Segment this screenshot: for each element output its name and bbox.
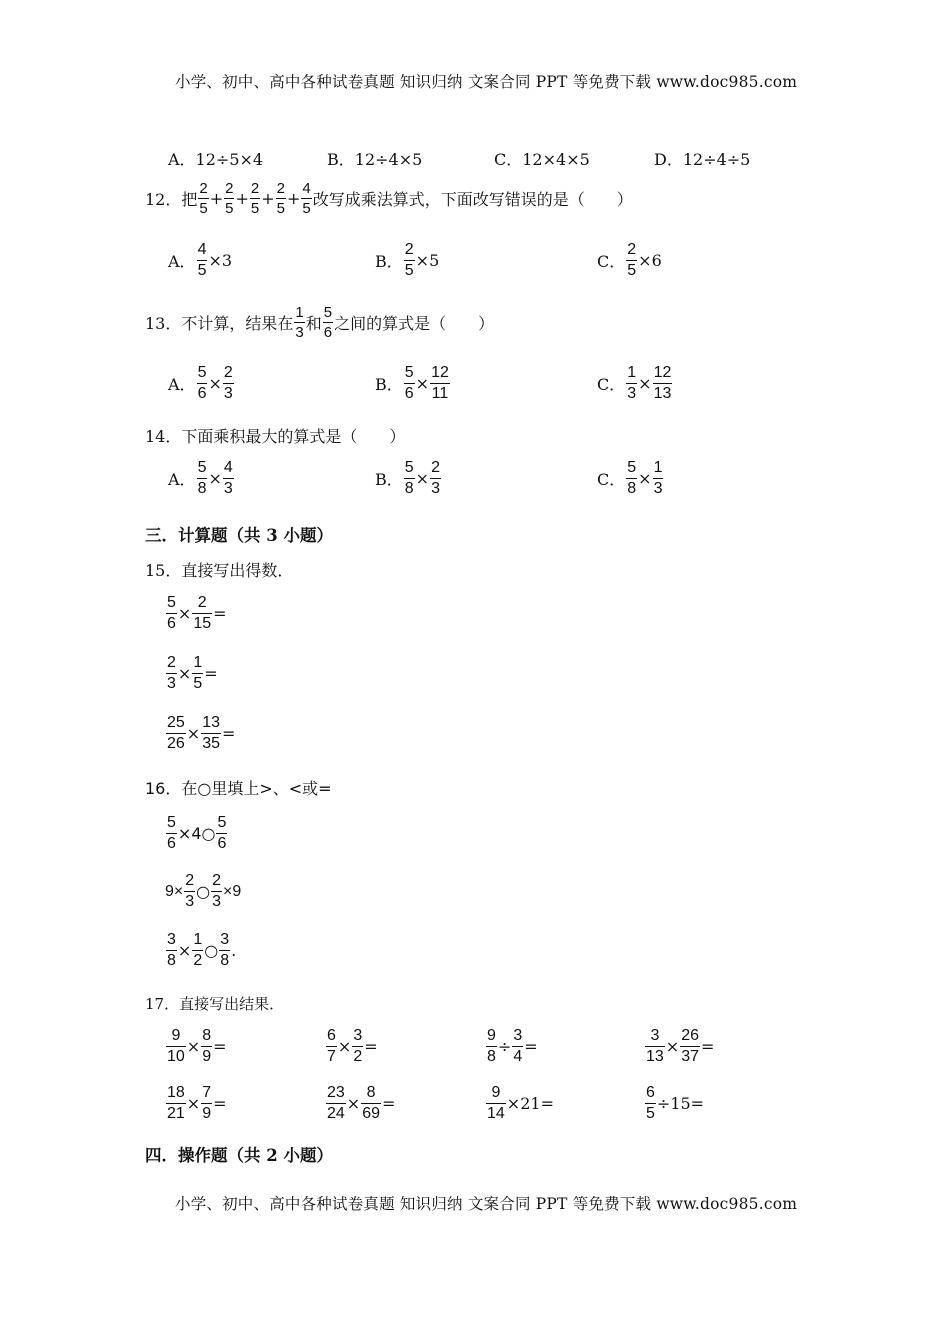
fraction: $\frac{1}{3}$ — [627, 364, 637, 402]
fraction: $\frac{6}{7}$ — [327, 1027, 336, 1065]
fraction: $\frac{5}{6}$ — [197, 364, 207, 402]
fraction: $\frac{2}{5}$ — [404, 241, 414, 279]
q17-item-3: $\frac{9}{8}$ ÷ $\frac{3}{4}$ = — [487, 1027, 538, 1065]
fraction: $\frac{3}{8}$ — [220, 931, 230, 969]
fraction: $\frac{4}{5}$ — [302, 180, 311, 217]
q17-item-4: $\frac{3}{13}$ × $\frac{26}{37}$ = — [646, 1027, 715, 1065]
fraction: $\frac{5}{8}$ — [627, 459, 637, 497]
fraction: $\frac{9}{8}$ — [487, 1027, 496, 1065]
fraction: $\frac{13}{35}$ — [202, 714, 220, 752]
plus-sign: + — [261, 189, 275, 208]
fraction: $\frac{8}{69}$ — [362, 1084, 380, 1122]
fraction: $\frac{2}{3}$ — [167, 654, 176, 692]
question-16: 16．在○里填上>、<或= — [145, 779, 332, 798]
q15-item-2: $\frac{2}{3}$ × $\frac{1}{5}$ = — [167, 654, 218, 692]
fraction: $\frac{7}{9}$ — [202, 1084, 212, 1122]
q13-option-c: C． $\frac{1}{3}$ × $\frac{12}{13}$ — [597, 364, 672, 402]
q16-item-1: $\frac{5}{6}$ ×4○ $\frac{5}{6}$ — [167, 814, 227, 852]
fraction: $\frac{3}{2}$ — [353, 1027, 363, 1065]
q14-option-a: A． $\frac{5}{8}$ × $\frac{4}{3}$ — [168, 459, 233, 497]
q14-option-c: C． $\frac{5}{8}$ × $\frac{1}{3}$ — [597, 459, 663, 497]
fraction: $\frac{18}{21}$ — [167, 1084, 185, 1122]
page-header: 小学、初中、高中各种试卷真题 知识归纳 文案合同 PPT 等免费下载 www.doc985.com — [175, 73, 798, 91]
fraction: $\frac{3}{4}$ — [513, 1027, 523, 1065]
fraction: $\frac{2}{15}$ — [193, 594, 212, 632]
q11-option-d: D．12÷4÷5 — [654, 150, 751, 169]
fraction: $\frac{2}{5}$ — [276, 180, 285, 217]
q14-option-b: B． $\frac{5}{8}$ × $\frac{2}{3}$ — [375, 459, 440, 497]
section-4-title: 四．操作题（共 2 小题） — [145, 1146, 333, 1165]
fraction: $\frac{2}{5}$ — [250, 180, 260, 217]
q11-option-a: A．12÷5×4 — [168, 150, 264, 169]
fraction: $\frac{1}{2}$ — [193, 931, 203, 969]
fraction: $\frac{25}{26}$ — [167, 714, 185, 752]
fraction: $\frac{5}{8}$ — [404, 459, 414, 497]
fraction: $\frac{4}{3}$ — [223, 459, 233, 497]
fraction: $\frac{5}{6}$ — [167, 594, 176, 632]
fraction: $\frac{5}{8}$ — [197, 459, 207, 497]
q11-option-b: B．12÷4×5 — [327, 150, 423, 169]
fraction: $\frac{2}{5}$ — [627, 241, 637, 279]
q15-item-1: $\frac{5}{6}$ × $\frac{2}{15}$ = — [167, 594, 227, 632]
q13-option-a: A． $\frac{5}{6}$ × $\frac{2}{3}$ — [168, 364, 233, 402]
plus-sign: + — [235, 189, 249, 208]
q16-item-3: $\frac{3}{8}$ × $\frac{1}{2}$ ○ $\frac{3}{8}$ . — [167, 931, 237, 969]
question-17: 17．直接写出结果． — [145, 995, 285, 1013]
q13-option-b: B． $\frac{5}{6}$ × $\frac{12}{11}$ — [375, 364, 449, 402]
q17-item-8: $\frac{6}{5}$ ÷15= — [646, 1084, 705, 1122]
fraction: $\frac{12}{13}$ — [653, 364, 672, 402]
fraction: $\frac{2}{3}$ — [212, 872, 222, 910]
question-13: 13．不计算，结果在 $\frac{1}{3}$ 和 $\frac{5}{6}$ 之间的算式是（ ） — [145, 304, 495, 341]
question-12 — [145, 181, 633, 216]
q16-item-2: 9× $\frac{2}{3}$ ○ $\frac{2}{3}$ ×9 — [165, 872, 242, 910]
fraction: $\frac{3}{8}$ — [167, 931, 176, 969]
page-footer: 小学、初中、高中各种试卷真题 知识归纳 文案合同 PPT 等免费下载 www.doc985.com — [175, 1195, 798, 1213]
fraction: $\frac{2}{3}$ — [431, 459, 440, 497]
fraction: $\frac{2}{3}$ — [223, 364, 233, 402]
q17-item-2: $\frac{6}{7}$ × $\frac{3}{2}$ = — [327, 1027, 378, 1065]
q12-text: 改写成乘法算式，下面改写错误的是（ ） — [312, 190, 633, 209]
fraction: $\frac{1}{3}$ — [653, 459, 663, 497]
q12-option-a: A． $\frac{4}{5}$ ×3 — [168, 241, 233, 279]
fraction: $\frac{2}{5}$ — [225, 180, 234, 217]
question-14: 14．下面乘积最大的算式是（ ） — [145, 427, 406, 446]
plus-sign: + — [286, 189, 301, 208]
q11-option-c: C．12×4×5 — [494, 150, 590, 169]
fraction: $\frac{1}{3}$ — [295, 304, 304, 341]
fraction: $\frac{2}{3}$ — [185, 872, 195, 910]
fraction: $\frac{9}{14}$ — [487, 1084, 505, 1122]
q17-item-7: $\frac{9}{14}$ ×21= — [487, 1084, 554, 1122]
fraction: $\frac{26}{37}$ — [681, 1027, 699, 1065]
fraction: $\frac{8}{9}$ — [202, 1027, 212, 1065]
q15-item-3: $\frac{25}{26}$ × $\frac{13}{35}$ = — [167, 714, 236, 752]
q17-item-5: $\frac{18}{21}$ × $\frac{7}{9}$ = — [167, 1084, 227, 1122]
fraction: $\frac{4}{5}$ — [197, 241, 207, 279]
fraction: $\frac{5}{6}$ — [404, 364, 414, 402]
q17-item-6: $\frac{23}{24}$ × $\frac{8}{69}$ = — [327, 1084, 396, 1122]
q12-option-b: B． $\frac{2}{5}$ ×5 — [375, 241, 440, 279]
fraction: $\frac{3}{13}$ — [646, 1027, 664, 1065]
fraction: $\frac{5}{6}$ — [167, 814, 176, 852]
q17-item-1: $\frac{9}{10}$ × $\frac{8}{9}$ = — [167, 1027, 227, 1065]
fraction: $\frac{23}{24}$ — [327, 1084, 345, 1122]
plus-sign: + — [209, 189, 224, 208]
fraction: $\frac{5}{6}$ — [323, 304, 333, 341]
section-3-title: 三．计算题（共 3 小题） — [145, 526, 333, 545]
q12-number: 12．把 — [145, 190, 198, 209]
fraction: $\frac{2}{5}$ — [199, 180, 208, 217]
fraction: $\frac{1}{5}$ — [193, 654, 203, 692]
fraction: $\frac{6}{5}$ — [646, 1084, 655, 1122]
question-15: 15．直接写出得数． — [145, 561, 294, 580]
q12-option-c: C． $\frac{2}{5}$ ×6 — [597, 241, 662, 279]
fraction: $\frac{12}{11}$ — [431, 364, 449, 402]
fraction: $\frac{9}{10}$ — [167, 1027, 185, 1065]
fraction: $\frac{5}{6}$ — [217, 814, 227, 852]
